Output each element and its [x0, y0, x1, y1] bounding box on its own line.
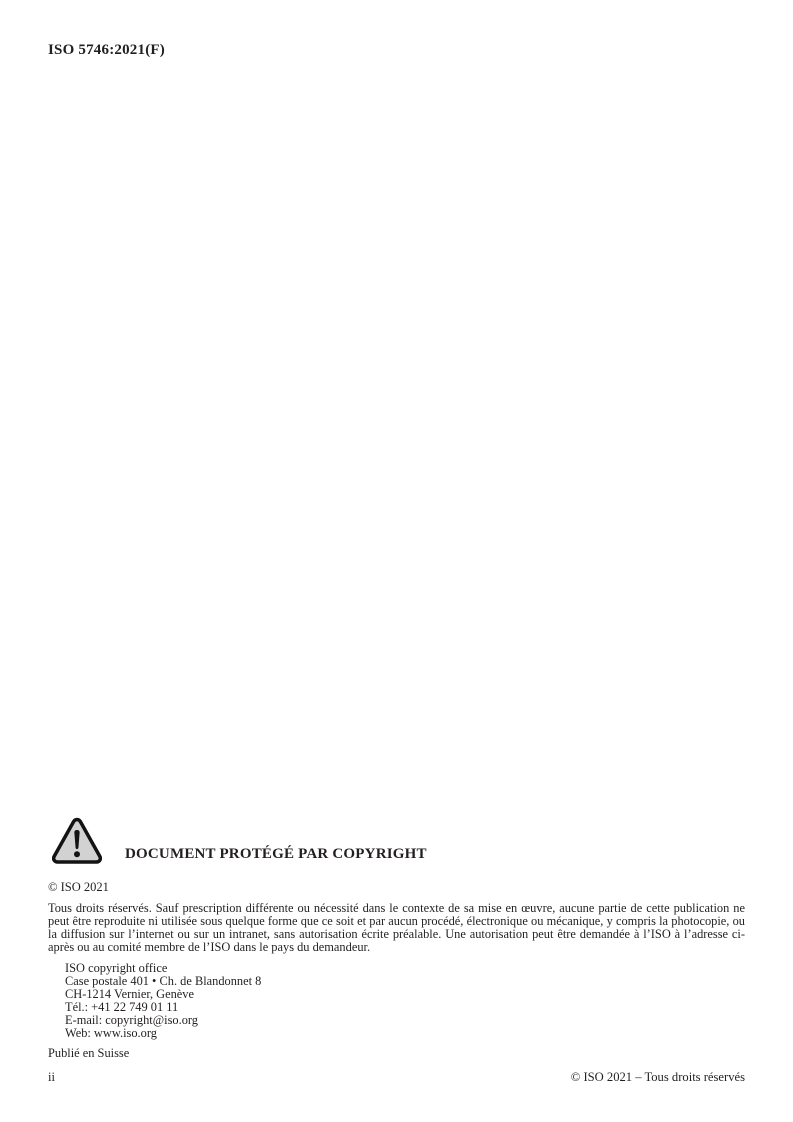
copyright-title-row — [48, 816, 745, 866]
copyright-body-paragraph: Tous droits réservés. Sauf prescription différente ou nécessité dans le contexte de sa mise en œuvre, aucune partie de cette publication ne peut être reproduite ni utilisée sous quelque forme que ce soit et par aucun procédé, électronique ou mécanique, y compris la photocopie, ou la diffusion sur l’internet ou sur un intranet, sans autorisation écrite préalable. Une autorisation peut être demandée à l’ISO à l’adresse ci-après ou au comité membre de l’ISO dans le pays du demandeur. — [48, 901, 745, 954]
footer-copyright-notice: © ISO 2021 – Tous droits réservés — [570, 1070, 745, 1084]
copyright-title: DOCUMENT PROTÉGÉ PAR COPYRIGHT — [125, 846, 427, 862]
address-line-office: ISO copyright office — [65, 961, 168, 975]
page-header — [48, 42, 165, 59]
page-footer — [48, 1070, 745, 1085]
warning-triangle-icon — [52, 816, 102, 866]
published-note: Publié en Suisse — [48, 1046, 130, 1060]
page-number: ii — [48, 1070, 55, 1084]
address-line-city: CH-1214 Vernier, Genève — [65, 987, 194, 1001]
address-block — [65, 962, 745, 1040]
document-number: ISO 5746:2021(F) — [48, 42, 165, 58]
copyright-section — [48, 816, 745, 1060]
address-line-web: Web: www.iso.org — [65, 1026, 157, 1040]
address-line-postal: Case postale 401 • Ch. de Blandonnet 8 — [65, 974, 262, 988]
address-line-phone: Tél.: +41 22 749 01 11 — [65, 1000, 179, 1014]
address-line-email: E-mail: copyright@iso.org — [65, 1013, 199, 1027]
copyright-year-line: © ISO 2021 — [48, 880, 109, 894]
